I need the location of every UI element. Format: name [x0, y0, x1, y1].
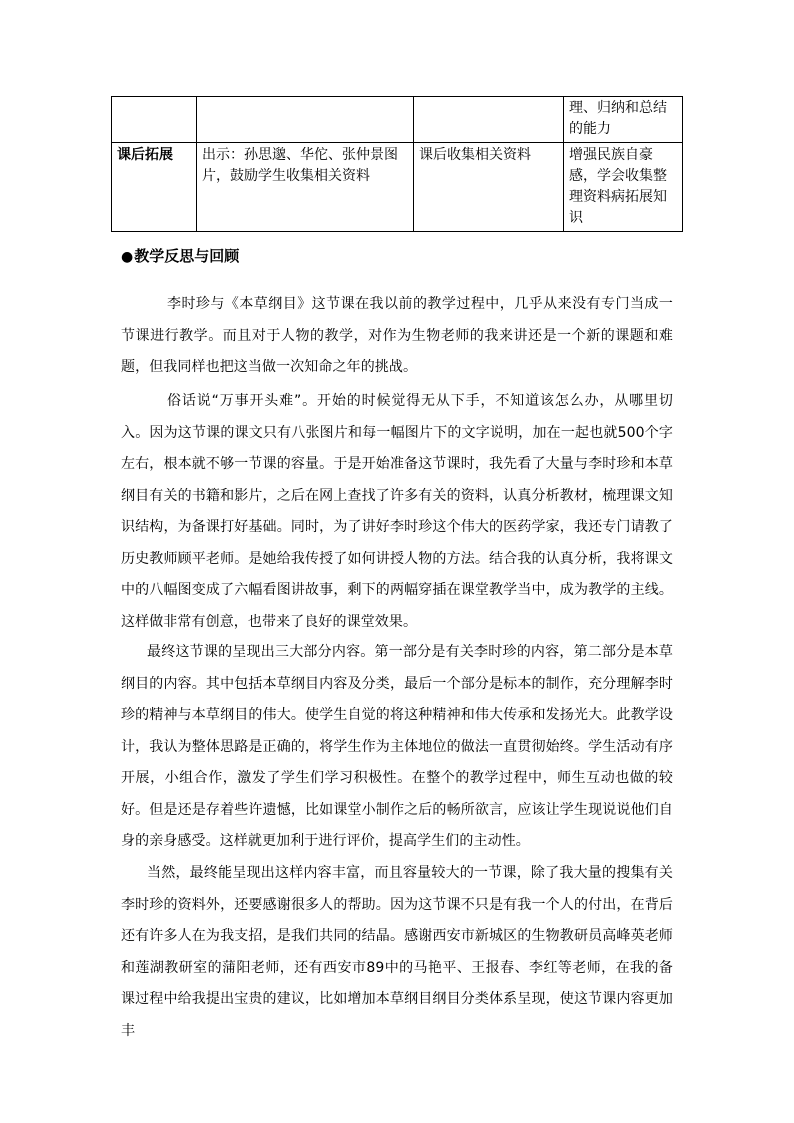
- section-heading: [121, 245, 239, 268]
- row-heading: 课后拓展: [112, 143, 197, 232]
- paragraph: 最终这节课的呈现出三大部分内容。第一部分是有关李时珍的内容，第二部分是本草纲目的内容。其中包括本草纲目内容及分类，最后一个部分是标本的制作，充分理解李时珍的精神与本草纲目的伟大。使学生自觉的将这种精神和伟大传承和发扬光大。此教学设计，我认为整体思路是正确的，将学生作为主体地位的做法一直贯彻始终。学生活动有序开展，小组合作，激发了学生们学习积极性。在整个的教学过程中，师生互动也做的较好。但是还是存着些许遗憾，比如课堂小制作之后的畅所欲言，应该让学生现说说他们自身的亲身感受。这样就更加利于进行评价，提高学生们的主动性。: [121, 644, 673, 849]
- paragraph: 当然，最终能呈现出这样内容丰富，而且容量较大的一节课，除了我大量的搜集有关李时珍的资料外，还要感谢很多人的帮助。因为这节课不只是有我一个人的付出，在背后还有许多人在为我支招，是我们共同的结晶。感谢西安市新城区的生物教研员高峰英老师和莲湖教研室的蒲阳老师，还有西安市89中的马艳平、王报春、李红等老师，在我的备课过程中给我提出宝贵的建议，比如增加本草纲目纲目分类体系呈现，使这节课内容更加丰: [121, 865, 673, 1039]
- design-intent-cell: 增强民族自豪感，学会收集整理资料病拓展知识: [564, 143, 683, 232]
- lesson-plan-table: [111, 96, 683, 232]
- table-cell: [197, 97, 414, 143]
- table-cell: 理、归纳和总结的能力: [564, 97, 683, 143]
- teacher-activity-cell: 出示：孙思邈、华佗、张仲景图片，鼓励学生收集相关资料: [197, 143, 414, 232]
- table-cell: [112, 97, 197, 143]
- paragraph: 李时珍与《本草纲目》这节课在我以前的教学过程中，几乎从来没有专门当成一节课进行教学。而且对于人物的教学，对作为生物老师的我来讲还是一个新的课题和难题，但我同样也把这当做一次知命之年的挑战。: [121, 296, 673, 375]
- student-activity-cell: 课后收集相关资料: [414, 143, 564, 232]
- table-cell: [414, 97, 564, 143]
- paragraph: 俗话说“万事开头难”。开始的时候觉得无从下手，不知道该怎么办，从哪里切入。因为这节课的课文只有八张图片和每一幅图片下的文字说明，加在一起也就500个字左右，根本就不够一节课的容量。于是开始准备这节课时，我先看了大量与李时珍和本草纲目有关的书籍和影片，之后在网上查找了许多有关的资料，认真分析教材，梳理课文知识结构，为备课打好基础。同时，为了讲好李时珍这个伟大的医药学家，我还专门请教了历史教师顾平老师。是她给我传授了如何讲授人物的方法。结合我的认真分析，我将课文中的八幅图变成了六幅看图讲故事，剩下的两幅穿插在课堂教学当中，成为教学的主线。这样做非常有创意，也带来了良好的课堂效果。: [121, 393, 673, 630]
- bullet-icon: ●: [121, 249, 134, 265]
- table-row: [112, 143, 683, 232]
- table-row: [112, 97, 683, 143]
- section-title-text: 教学反思与回顾: [134, 247, 240, 265]
